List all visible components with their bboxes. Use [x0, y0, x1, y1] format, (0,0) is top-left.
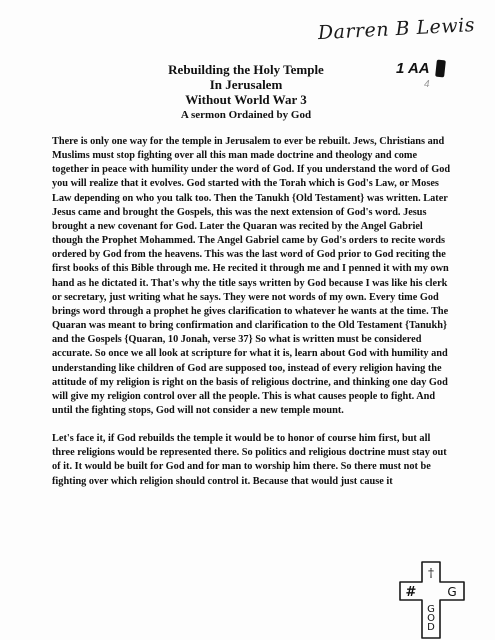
hand-drawn-cross [396, 560, 468, 640]
title-line-1: Rebuilding the Holy Temple [168, 62, 324, 77]
document-header [96, 62, 396, 123]
cross-left-symbol: # [405, 585, 417, 600]
cross-top-symbol: † [428, 566, 434, 580]
ink-marker-block [435, 60, 446, 78]
title-line-3: Without World War 3 [185, 92, 307, 107]
cross-bottom-word [427, 604, 435, 633]
cross-bottom-letter: G [427, 604, 435, 615]
title-line-2: In Jerusalem [209, 77, 283, 92]
paragraph-1: There is only one way for the temple in Jerusalem to ever be rebuilt. Jews, Christians and Muslims must stop fighting over all this man made doctrine and theology and come together in peace with humility under the word of God. If you understand the word of God you will realize that it evolves. God started with the Torah which is God's Law, or Moses Law depending on who you talk too. Then the Tanukh {Old Testament} was written. Later Jesus came and brought the Gospels, this was the next extension of God's word. Jesus brought a new covenant for God. Later the Quaran was recited by the Angel Gabriel though the Prophet Mohammed. The Angel Gabriel came by God's orders to recite words ordered by God from the heavens. This was the last word of God prior to God reciting the first books of this Bible through me. He recited it through me and I penned it with my own hand as he dictated it. That's why the title says written by God because I was like his clerk or secretary, just writing what he says. They were not words of my own. Every time God brings word through a prophet he gives clarification to whatever he wants at the time. The Quaran was meant to bring confirmation and clarification to the Old Testament {Tanukh} and the Gospels {Quaran, 10 Jonah, verse 37} So what is written must be considered accurate. So once we all look at scripture for what it is, learn about God with humility and understanding like children of God are supposed too, instead of every religion having the attitude of my religion is right on the basis of religious doctrine, and thinking one day God will give my religion control over all the people. This is what causes people to fight. And until the fighting stops, God will not consider a new temple mount. [52, 136, 451, 416]
subtitle: A sermon Ordained by God [180, 109, 312, 121]
paragraph-2: Let's face it, if God rebuilds the temple it would be to honor of course him first, but all three religions would be represented there. So politics and religious doctrine must stay out of it. It would be built for God and for man to worship him there. So there must not be fighting over which religion should control it. Because that would just cause it [52, 433, 447, 487]
handwritten-code: 1 AA [396, 60, 430, 77]
cross-bottom-letter: O [427, 613, 435, 624]
sermon-body [52, 135, 452, 489]
pencil-note: 4 [424, 79, 430, 90]
handwritten-signature: Darren B Lewis [317, 13, 476, 45]
cross-right-symbol: G [447, 585, 457, 599]
cross-bottom-letter: D [427, 622, 435, 633]
